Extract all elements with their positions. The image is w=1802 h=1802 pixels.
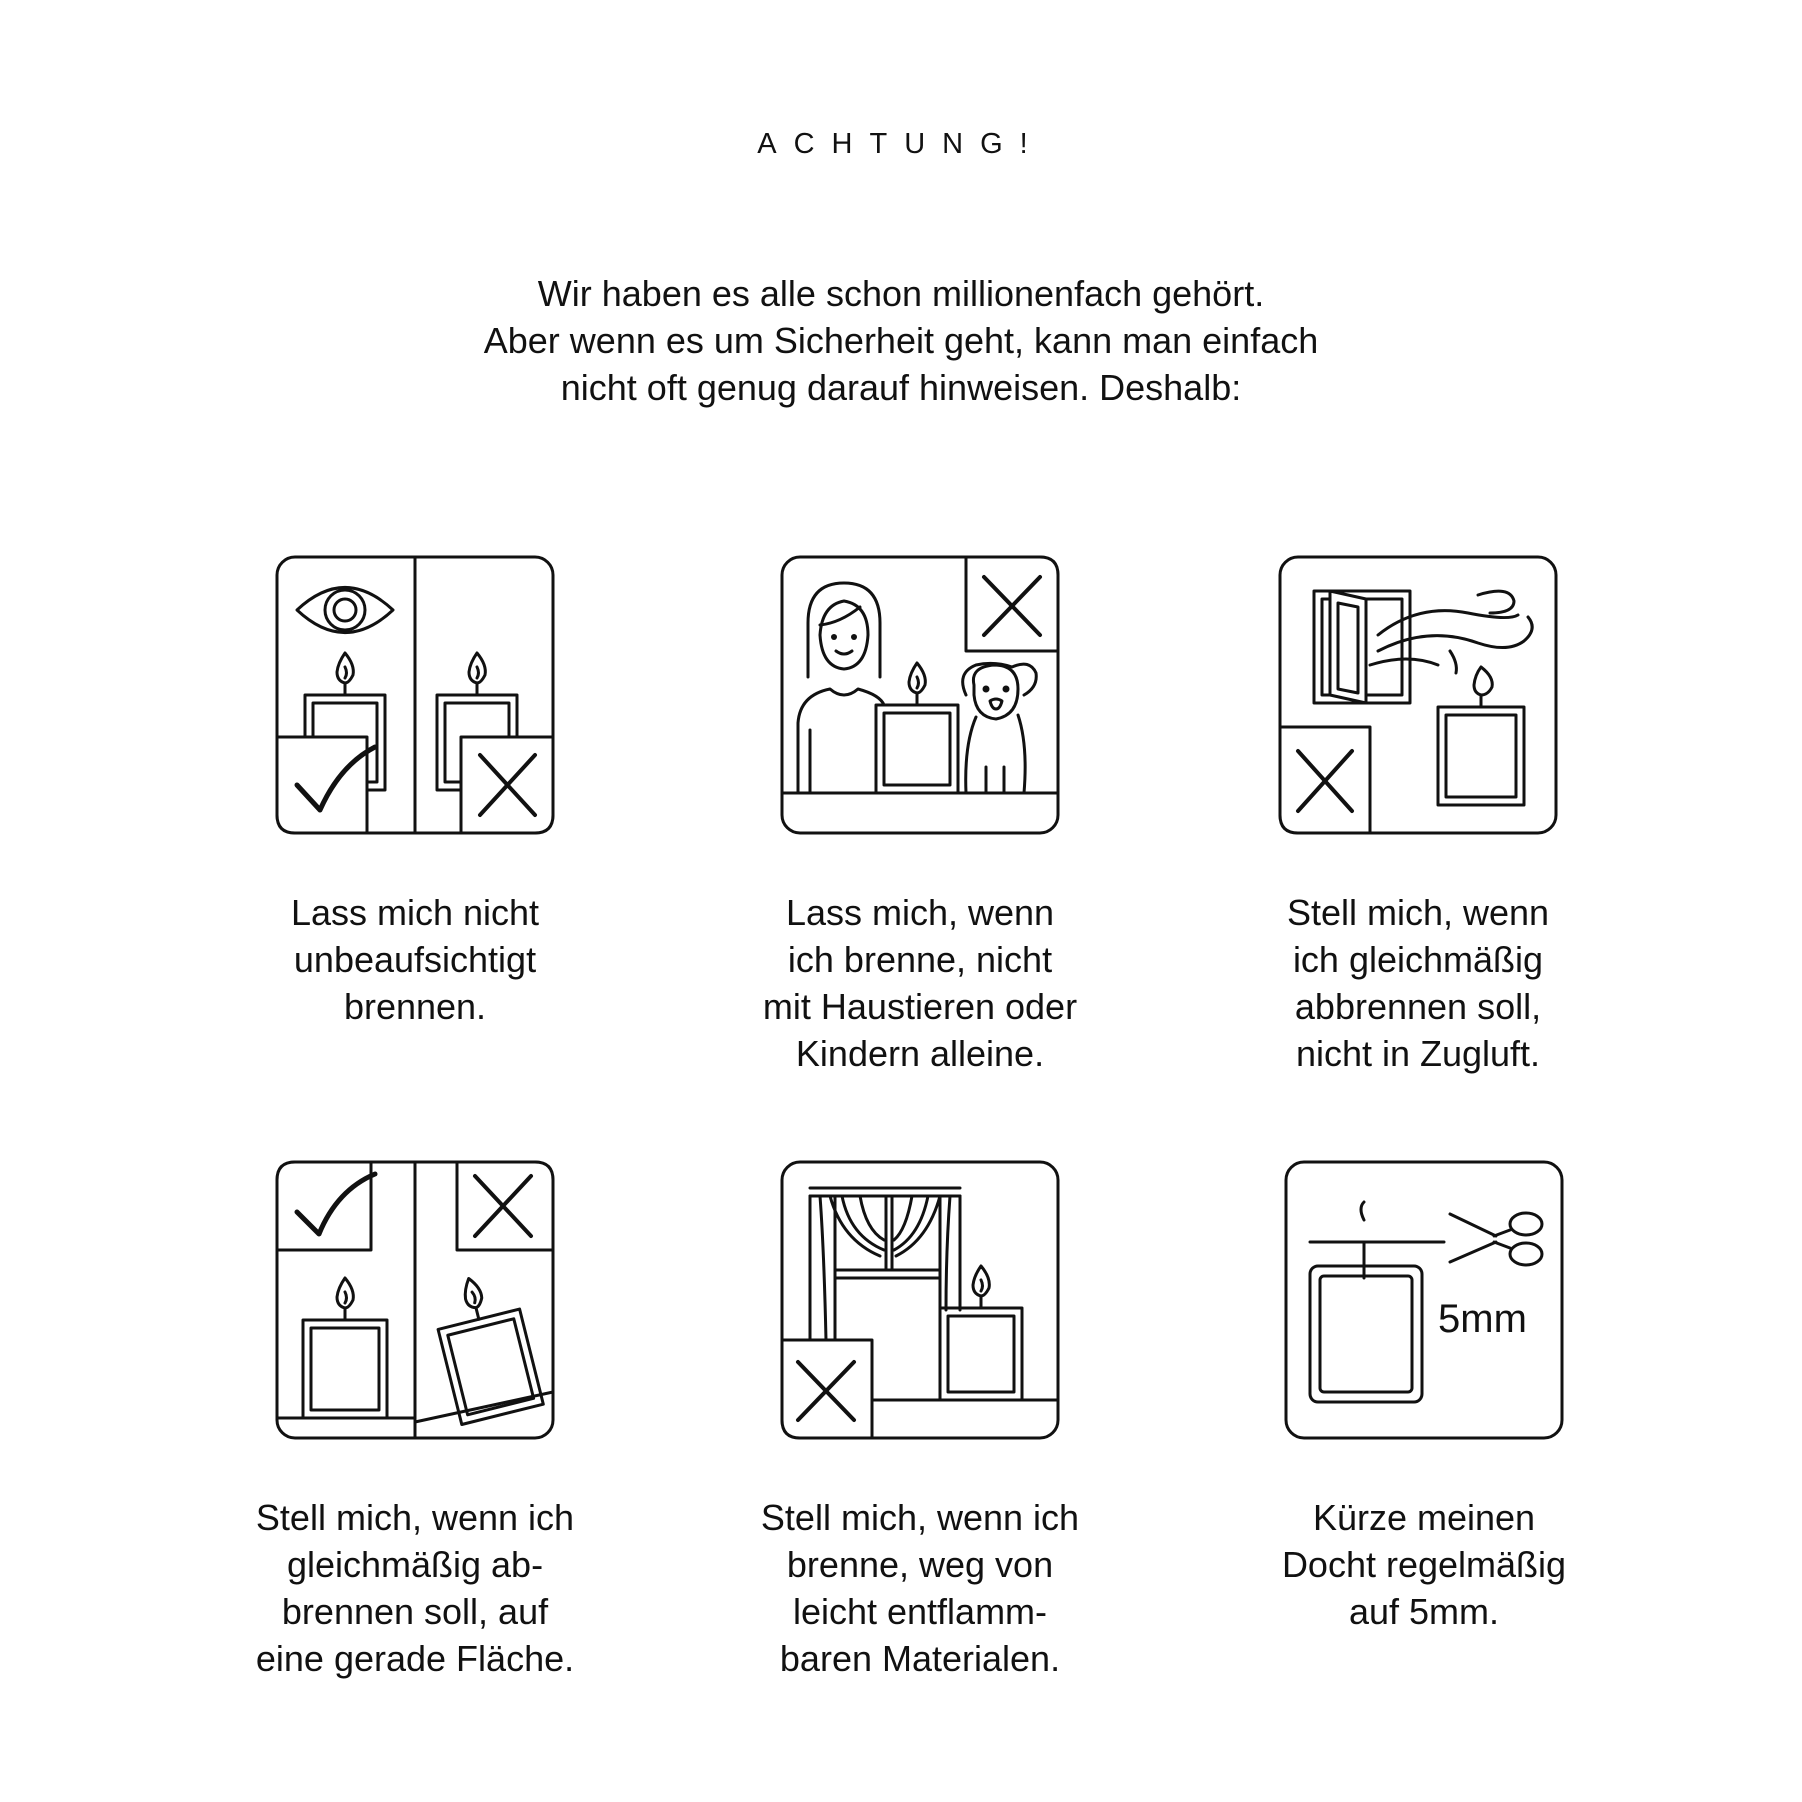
caption-line: Kürze meinen (1312, 1497, 1536, 1538)
caption-line: Stell mich, wenn ich (760, 1497, 1080, 1538)
caption-line: abbrennen soll, (1294, 986, 1542, 1027)
caption-line: unbeaufsichtigt (293, 939, 537, 980)
level-surface-candle-icon (275, 1160, 555, 1440)
caption-line: ich gleichmäßig (1292, 939, 1544, 980)
caption-line: Stell mich, wenn (1286, 892, 1550, 933)
intro-line: Aber wenn es um Sicherheit geht, kann man einfach (483, 320, 1319, 361)
caption-line: Lass mich nicht (290, 892, 540, 933)
caption-line: auf 5mm. (1348, 1591, 1500, 1632)
intro-line: Wir haben es alle schon millionenfach gehört. (537, 273, 1265, 314)
intro-line: nicht oft genug darauf hinweisen. Deshalb: (560, 367, 1242, 408)
wick-length-label: 5mm (1438, 1297, 1527, 1341)
caption-line: Stell mich, wenn ich (255, 1497, 575, 1538)
trim-wick-scissors-icon (1284, 1160, 1564, 1440)
caption-line: nicht in Zugluft. (1295, 1033, 1541, 1074)
caption-line: Lass mich, wenn (785, 892, 1055, 933)
caption-line: baren Materialen. (779, 1638, 1061, 1679)
page-title: ACHTUNG! (757, 128, 1045, 160)
caption-line: mit Haustieren oder (762, 986, 1078, 1027)
caption-line: brennen. (343, 986, 487, 1027)
unattended-candle-icon (275, 555, 555, 835)
rule-card-trim-wick (1124, 1160, 1724, 1635)
children-pets-candle-icon (780, 555, 1060, 835)
caption-line: Kindern alleine. (795, 1033, 1045, 1074)
rule-caption (1124, 1494, 1724, 1635)
caption-line: gleichmäßig ab- (286, 1544, 544, 1585)
caption-line: brennen soll, auf (281, 1591, 549, 1632)
rule-card-draft (1118, 555, 1718, 1077)
caption-line: eine gerade Fläche. (255, 1638, 575, 1679)
caption-line: leicht entflamm- (792, 1591, 1048, 1632)
caption-line: Docht regelmäßig (1281, 1544, 1567, 1585)
caption-line: brenne, weg von (786, 1544, 1054, 1585)
caption-line: ich brenne, nicht (787, 939, 1053, 980)
rule-caption (1118, 889, 1718, 1077)
curtains-candle-icon (780, 1160, 1060, 1440)
draft-candle-icon (1278, 555, 1558, 835)
intro-text (0, 270, 1802, 411)
